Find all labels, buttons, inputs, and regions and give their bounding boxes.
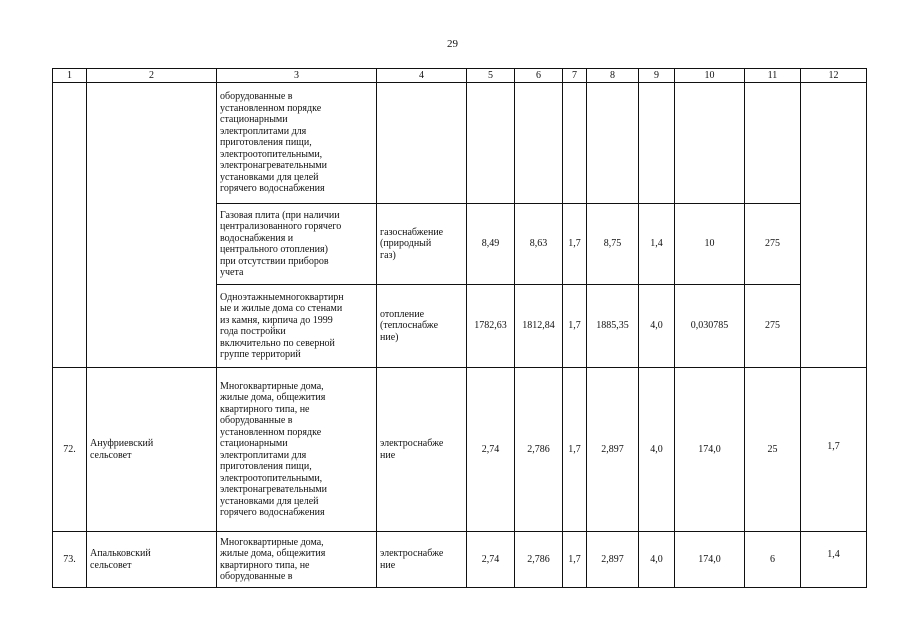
column-number-row	[53, 69, 867, 83]
cell-service: газоснабжение (природный газ)	[377, 204, 467, 285]
cell-empty	[467, 83, 515, 204]
cell-value: 6	[745, 532, 801, 588]
cell-value: 4,0	[639, 532, 675, 588]
cell-empty	[53, 83, 87, 368]
cell-empty	[639, 83, 675, 204]
column-header: 12	[801, 69, 867, 83]
cell-description: Газовая плита (при наличии централизованного горячего водоснабжения и центрального отопления) при отсутствии приборов учета	[217, 204, 377, 285]
cell-value: 1812,84	[515, 285, 563, 368]
column-header: 5	[467, 69, 515, 83]
cell-value: 4,0	[639, 285, 675, 368]
cell-value: 1,4	[639, 204, 675, 285]
cell-value: 25	[745, 368, 801, 532]
cell-empty	[587, 83, 639, 204]
cell-settlement: Ануфриевский сельсовет	[87, 368, 217, 532]
table-row	[53, 532, 867, 588]
tariff-table	[52, 68, 867, 588]
cell-value: 2,897	[587, 532, 639, 588]
cell-value: 1,7	[563, 204, 587, 285]
column-header: 6	[515, 69, 563, 83]
cell-value: 2,74	[467, 368, 515, 532]
cell-empty	[745, 83, 801, 204]
cell-value: 8,49	[467, 204, 515, 285]
cell-value: 174,0	[675, 368, 745, 532]
cell-service: электроснабже ние	[377, 532, 467, 588]
cell-empty	[515, 83, 563, 204]
table-row	[53, 368, 867, 532]
column-header: 2	[87, 69, 217, 83]
cell-value: 1782,63	[467, 285, 515, 368]
column-header: 9	[639, 69, 675, 83]
column-header: 7	[563, 69, 587, 83]
cell-empty	[563, 83, 587, 204]
cell-description: Одноэтажныемногоквартирн ые и жилые дома со стенами из камня, кирпича до 1999 года постройки включительно по северной группе территорий	[217, 285, 377, 368]
cell-value: 1,7	[801, 368, 867, 532]
cell-value: 1,7	[563, 368, 587, 532]
cell-value: 174,0	[675, 532, 745, 588]
cell-empty	[377, 83, 467, 204]
column-header: 8	[587, 69, 639, 83]
cell-value: 8,63	[515, 204, 563, 285]
cell-description: Многоквартирные дома, жилые дома, общежития квартирного типа, не оборудованные в	[217, 532, 377, 588]
cell-value: 2,74	[467, 532, 515, 588]
column-header: 1	[53, 69, 87, 83]
cell-row-number: 72.	[53, 368, 87, 532]
cell-value: 1,7	[563, 532, 587, 588]
cell-value: 1,4	[801, 532, 867, 588]
cell-value: 4,0	[639, 368, 675, 532]
cell-value: 2,786	[515, 532, 563, 588]
cell-value: 275	[745, 204, 801, 285]
cell-service: отопление (теплоснабже ние)	[377, 285, 467, 368]
cell-empty	[87, 83, 217, 368]
column-header: 4	[377, 69, 467, 83]
cell-value: 0,030785	[675, 285, 745, 368]
cell-description: Многоквартирные дома, жилые дома, общежития квартирного типа, не оборудованные в установленном порядке стационарными электроплитами для приготовления пищи, электроотопительными, электронагревательными установками для целей горячего водоснабжения	[217, 368, 377, 532]
column-header: 10	[675, 69, 745, 83]
cell-empty	[675, 83, 745, 204]
page-number: 29	[447, 38, 458, 50]
cell-empty	[801, 83, 867, 368]
cell-value: 1,7	[563, 285, 587, 368]
cell-description: оборудованные в установленном порядке стационарными электроплитами для приготовления пищи, электроотопительными, электронагревательными установками для целей горячего водоснабжения	[217, 83, 377, 204]
cell-settlement: Апальковский сельсовет	[87, 532, 217, 588]
cell-value: 1885,35	[587, 285, 639, 368]
table-row	[53, 83, 867, 204]
column-header: 11	[745, 69, 801, 83]
cell-value: 2,786	[515, 368, 563, 532]
column-header: 3	[217, 69, 377, 83]
cell-row-number: 73.	[53, 532, 87, 588]
cell-service: электроснабже ние	[377, 368, 467, 532]
cell-value: 2,897	[587, 368, 639, 532]
cell-value: 8,75	[587, 204, 639, 285]
cell-value: 10	[675, 204, 745, 285]
cell-value: 275	[745, 285, 801, 368]
